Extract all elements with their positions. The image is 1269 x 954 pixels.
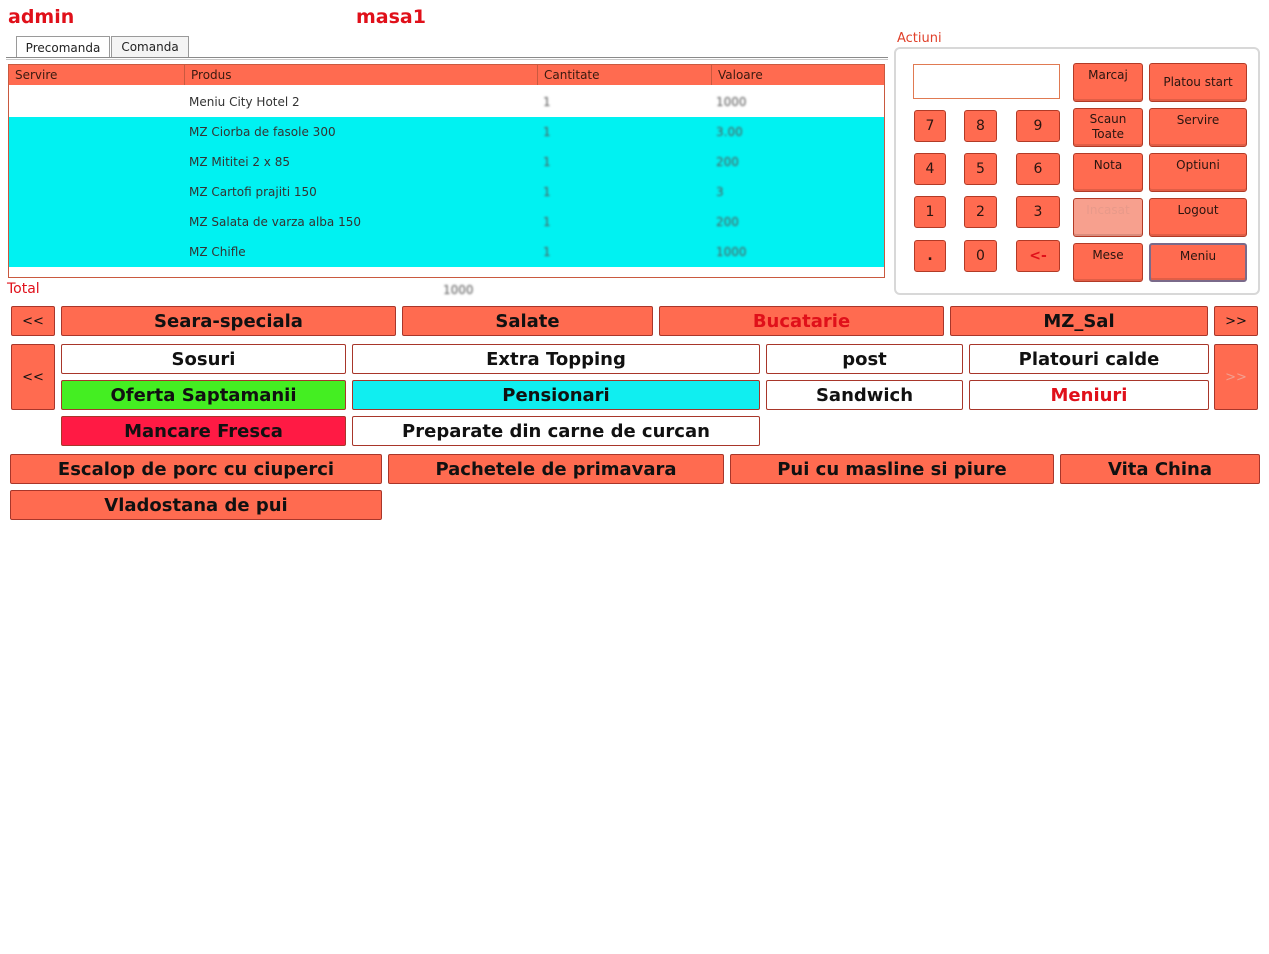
key-8[interactable]: 8: [964, 110, 997, 142]
cell-cantitate: 1: [543, 245, 551, 259]
table-header: [9, 65, 884, 85]
cell-cantitate: 1: [543, 215, 551, 229]
category-mz-sal[interactable]: MZ_Sal: [950, 306, 1208, 336]
subcategory-oferta-saptamanii[interactable]: Oferta Saptamanii: [61, 380, 346, 410]
cell-valoare: 1000: [716, 95, 747, 109]
cell-valoare: 3: [716, 185, 724, 199]
incasat-button[interactable]: Incasat: [1073, 198, 1143, 237]
cell-valoare: 200: [716, 215, 739, 229]
table-name: masa1: [356, 6, 426, 28]
product-vita-china[interactable]: Vita China: [1060, 454, 1260, 484]
cell-valoare: 3.00: [716, 125, 743, 139]
key-3[interactable]: 3: [1016, 196, 1060, 228]
cell-produs: MZ Ciorba de fasole 300: [189, 125, 336, 139]
category-salate[interactable]: Salate: [402, 306, 653, 336]
cell-cantitate: 1: [543, 185, 551, 199]
cell-cantitate: 1: [543, 95, 551, 109]
mese-button[interactable]: Mese: [1073, 243, 1143, 282]
table-row[interactable]: [9, 87, 884, 117]
table-row[interactable]: [9, 207, 884, 237]
key-backspace[interactable]: <-: [1016, 240, 1060, 272]
table-row[interactable]: [9, 117, 884, 147]
product-pui-cu-masline[interactable]: Pui cu masline si piure: [730, 454, 1054, 484]
servire-button[interactable]: Servire: [1149, 108, 1247, 147]
logout-button[interactable]: Logout: [1149, 198, 1247, 237]
cell-produs: MZ Cartofi prajiti 150: [189, 185, 317, 199]
subcategories-next-button[interactable]: >>: [1214, 344, 1258, 410]
column-header-produs[interactable]: Produs: [185, 65, 538, 85]
cell-produs: MZ Salata de varza alba 150: [189, 215, 361, 229]
key-1[interactable]: 1: [914, 196, 946, 228]
actions-title: Actiuni: [897, 31, 942, 46]
product-escalop-de-porc[interactable]: Escalop de porc cu ciuperci: [10, 454, 382, 484]
key-decimal[interactable]: .: [914, 240, 946, 272]
categories-prev-button[interactable]: <<: [11, 306, 55, 336]
cell-valoare: 200: [716, 155, 739, 169]
marcaj-button[interactable]: Marcaj: [1073, 63, 1143, 102]
user-name: admin: [8, 6, 75, 28]
key-9[interactable]: 9: [1016, 110, 1060, 142]
key-2[interactable]: 2: [964, 196, 997, 228]
tab-comanda[interactable]: Comanda: [111, 36, 189, 57]
order-table[interactable]: [8, 64, 885, 278]
category-seara-speciala[interactable]: Seara-speciala: [61, 306, 396, 336]
key-0[interactable]: 0: [964, 240, 997, 272]
key-6[interactable]: 6: [1016, 153, 1060, 185]
total-value: 1000: [443, 283, 474, 297]
subcategory-extra-topping[interactable]: Extra Topping: [352, 344, 760, 374]
nota-button[interactable]: Nota: [1073, 153, 1143, 192]
subcategory-sosuri[interactable]: Sosuri: [61, 344, 346, 374]
column-header-valoare[interactable]: Valoare: [718, 68, 763, 82]
subcategory-sandwich[interactable]: Sandwich: [766, 380, 963, 410]
tab-precomanda[interactable]: Precomanda: [16, 36, 110, 58]
product-pachetele-de-primavara[interactable]: Pachetele de primavara: [388, 454, 724, 484]
table-row[interactable]: [9, 177, 884, 207]
cell-valoare: 1000: [716, 245, 747, 259]
platou-start-button[interactable]: Platou start: [1149, 63, 1247, 102]
cell-produs: MZ Mititei 2 x 85: [189, 155, 290, 169]
cell-produs: MZ Chifle: [189, 245, 246, 259]
product-vladostana-de-pui[interactable]: Vladostana de pui: [10, 490, 382, 520]
scaun-toate-button[interactable]: Scaun Toate: [1073, 108, 1143, 147]
cell-cantitate: 1: [543, 125, 551, 139]
subcategories-prev-button[interactable]: <<: [11, 344, 55, 410]
table-row[interactable]: [9, 147, 884, 177]
cell-cantitate: 1: [543, 155, 551, 169]
keypad-display-input[interactable]: [913, 64, 1060, 99]
subcategory-pensionari[interactable]: Pensionari: [352, 380, 760, 410]
subcategory-platouri-calde[interactable]: Platouri calde: [969, 344, 1209, 374]
table-row[interactable]: [9, 237, 884, 267]
subcategory-post[interactable]: post: [766, 344, 963, 374]
subcategory-preparate-curcan[interactable]: Preparate din carne de curcan: [352, 416, 760, 446]
key-4[interactable]: 4: [914, 153, 946, 185]
column-header-servire[interactable]: Servire: [9, 65, 185, 85]
categories-next-button[interactable]: >>: [1214, 306, 1258, 336]
subcategory-mancare-fresca[interactable]: Mancare Fresca: [61, 416, 346, 446]
optiuni-button[interactable]: Optiuni: [1149, 153, 1247, 192]
key-5[interactable]: 5: [964, 153, 997, 185]
total-label: Total: [7, 281, 40, 297]
meniu-button[interactable]: Meniu: [1149, 243, 1247, 282]
cell-produs: Meniu City Hotel 2: [189, 95, 300, 109]
column-header-cantitate[interactable]: Cantitate: [538, 65, 712, 85]
tab-divider: [6, 57, 888, 60]
key-7[interactable]: 7: [914, 110, 946, 142]
category-bucatarie[interactable]: Bucatarie: [659, 306, 944, 336]
subcategory-meniuri[interactable]: Meniuri: [969, 380, 1209, 410]
